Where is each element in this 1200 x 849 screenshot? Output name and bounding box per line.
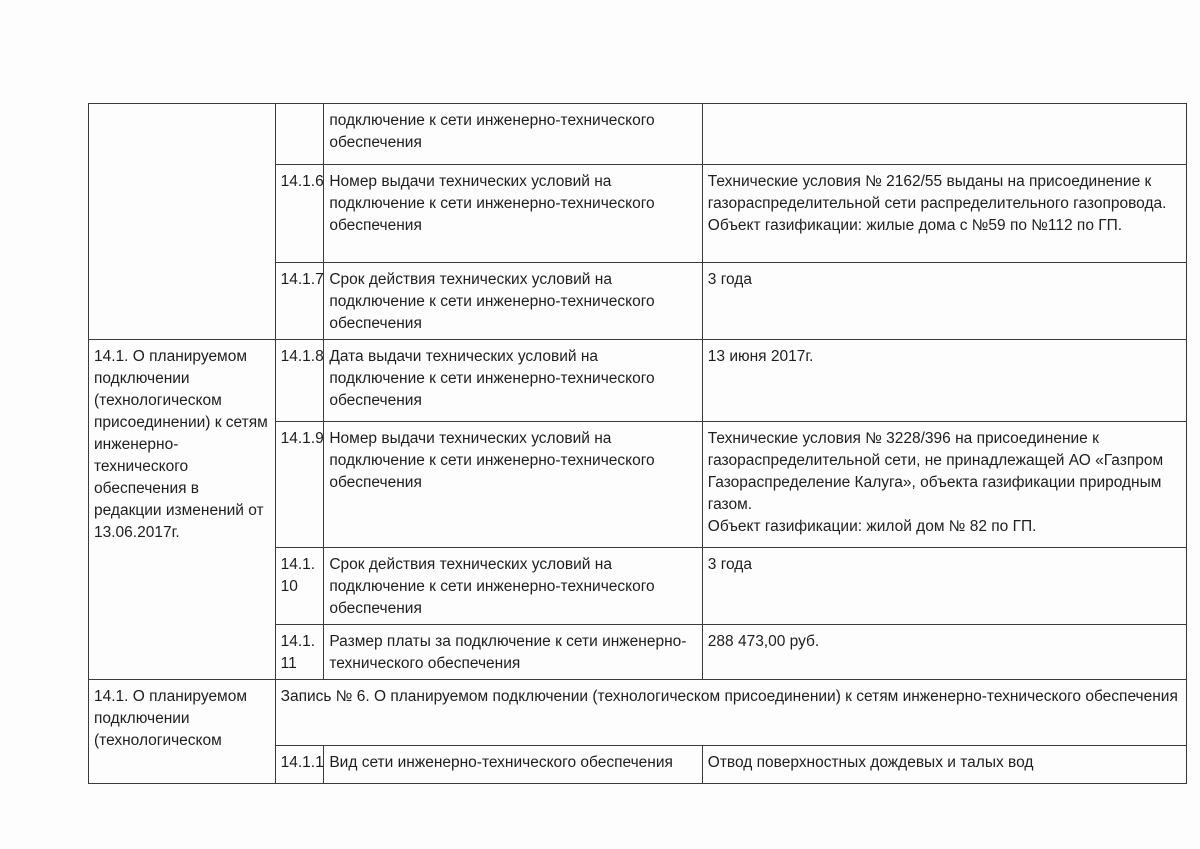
row-name: Срок действия технических условий на подключение к сети инженерно-технического обеспечения	[324, 263, 702, 340]
row-number	[275, 104, 324, 165]
row-value: Технические условия № 3228/396 на присоединение к газораспределительной сети, не принадлежащей АО «Газпром Газораспределение Калуга», объекта газификации природным газом. Объект газификации: жилой дом № 82 по ГП.	[702, 422, 1186, 548]
section-label: 14.1. О планируемом подключении (технологическом присоединении) к сетям инженерно-технического обеспечения в редакции изменений от 13.06.2017г.	[89, 340, 276, 680]
row-number: 14.1.7	[275, 263, 324, 340]
row-name: Размер платы за подключение к сети инженерно-технического обеспечения	[324, 625, 702, 680]
table-row	[89, 680, 1187, 746]
section-cell-empty	[89, 104, 276, 340]
row-value: 13 июня 2017г.	[702, 340, 1186, 422]
table-row	[89, 104, 1187, 165]
row-number: 14.1.10	[275, 548, 324, 625]
row-number: 14.1.11	[275, 625, 324, 680]
document-table	[88, 103, 1187, 784]
row-name: Номер выдачи технических условий на подключение к сети инженерно-технического обеспечения	[324, 422, 702, 548]
record-header: Запись № 6. О планируемом подключении (технологическом присоединении) к сетям инженерно-технического обеспечения	[275, 680, 1186, 746]
row-name: Дата выдачи технических условий на подключение к сети инженерно-технического обеспечения	[324, 340, 702, 422]
row-number: 14.1.1	[275, 746, 324, 784]
row-value: 288 473,00 руб.	[702, 625, 1186, 680]
table-row	[89, 340, 1187, 422]
row-value: Технические условия № 2162/55 выданы на присоединение к газораспределительной сети распределительного газопровода. Объект газификации: жилые дома с №59 по №112 по ГП.	[702, 165, 1186, 263]
section-label-next: 14.1. О планируемом подключении (технологическом	[89, 680, 276, 784]
row-value: Отвод поверхностных дождевых и талых вод	[702, 746, 1186, 784]
row-name: Срок действия технических условий на подключение к сети инженерно-технического обеспечения	[324, 548, 702, 625]
row-value: 3 года	[702, 263, 1186, 340]
row-value: 3 года	[702, 548, 1186, 625]
row-number: 14.1.9	[275, 422, 324, 548]
row-name: подключение к сети инженерно-технического обеспечения	[324, 104, 702, 165]
row-value	[702, 104, 1186, 165]
row-name: Вид сети инженерно-технического обеспечения	[324, 746, 702, 784]
row-number: 14.1.6	[275, 165, 324, 263]
row-name: Номер выдачи технических условий на подключение к сети инженерно-технического обеспечения	[324, 165, 702, 263]
row-number: 14.1.8	[275, 340, 324, 422]
